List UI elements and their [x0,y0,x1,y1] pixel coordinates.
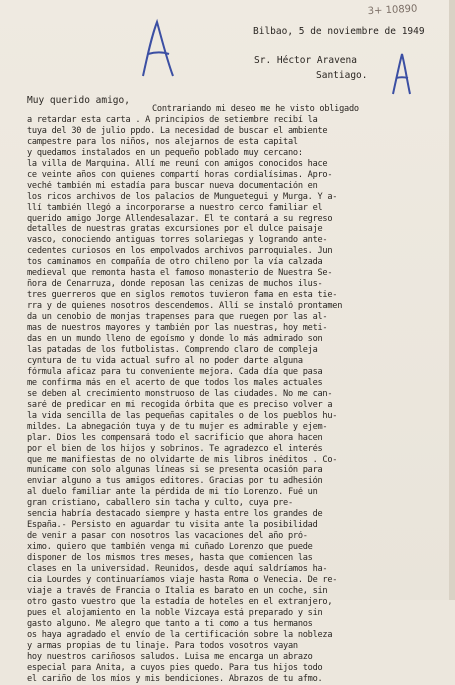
letter-line: la villa de Marquina. Allí me reuní con amigos conocidos hace [27,158,328,169]
letter-line: cedentes curiosos en los empolvados archivos parroquiales. Jun [27,246,333,257]
letter-line: das en un mundo lleno de egoísmo y donde lo más admirado son [27,334,323,345]
letter-line: vasco, conociendo antiguas torres solariegas y logrando ante- [27,235,328,246]
letter-line: disponer de los mismos tres meses, hasta que comiencen las [27,553,313,564]
letter-line: mas de nuestros mayores y también por las nuestras, hoy meti- [27,323,328,334]
salutation: Muy querido amigo, [27,95,130,106]
letter-line: cia Lourdes y continuaríamos viaje hasta Roma o Venecia. De re- [27,574,338,585]
letter-line: tos caminamos en compañía de otro chileno por la vía calzada [27,257,323,268]
letter-line: ximo. quiero que también venga mi cuñado Lorenzo que puede [27,542,313,553]
letter-line: otro gasto vuestro que la estadía de hoteles en el extranjero, [27,596,333,607]
letter-line: gran cristiano, caballero sin tacha y culto, cuya pre- [27,498,293,509]
letter-line: medieval que remonta hasta el famoso monasterio de Nuestra Se- [27,268,333,279]
letter-line: y armas propias de tu linaje. Para todos vosotros vayan [27,640,298,651]
recipient-block [254,53,367,83]
letter-line: de venir a pasar con nosotros las vacaciones del año pró- [27,531,308,542]
letter-line: Contrariando mi deseo me he visto obligado [152,104,359,114]
letter-line: detalles de nuestras gratas excursiones por el dulce paisaje [27,224,323,235]
letter-line: pues el alojamiento en la noble Vizcaya está preparado y sin [27,607,323,618]
letter-line: España.- Persisto en aguardar tu visita ante la posibilidad [27,520,318,531]
letter-line: ce veinte años con quienes compartí horas cordialísimas. Apro- [27,169,333,180]
letter-line: se deben al crecimiento monstruoso de las ciudades. No me can- [27,388,333,399]
letter-line: por el bien de los hijos y sobrinos. Te agradezco el interés [27,443,323,454]
page-edge [449,0,455,600]
letter-line: plar. Dios les compensará todo el sacrificio que ahora hacen [27,432,323,443]
letter-line: especial para Anita, a cuyos pies quedo. Para tus hijos todo [27,662,323,673]
recipient-name: Sr. Héctor Aravena [254,55,357,66]
letter-line: da un cenobio de monjas trapenses para que ruegen por las al- [27,312,328,323]
letter-line: mildes. La abnegación tuya y de tu mujer es admirable y ejem- [27,421,328,432]
letter-line: enviar alguno a tus amigos editores. Gracias por tu adhesión [27,476,323,487]
letter-body [27,104,447,685]
letter-line: munícame con solo algunas líneas si se presenta ocasión para [27,465,323,476]
recipient-city: Santiago. [316,70,368,81]
handwritten-a-mark [135,18,181,80]
letter-line: tuya del 30 de julio ppdo. La necesidad de buscar el ambiente [27,125,328,136]
letter-line: las patadas de los futbolistas. Comprendo claro de compleja [27,344,318,355]
letter-line: a retardar esta carta . A principios de setiembre recibí la [27,114,318,125]
letter-line: ñora de Cenarruza, donde reposan las cenizas de muchos ilus- [27,279,323,290]
letter-line: los ricos archivos de los palacios de Munguetegui y Murga. Y a- [27,191,338,202]
handwritten-a-mark-small [390,50,412,96]
letter-line: al duelo familiar ante la pérdida de mi tío Lorenzo. Fué un [27,487,318,498]
letter-line: viaje a través de Francia o Italia es barato en un coche, sin [27,585,328,596]
letter-line: que me manifiestas de no olvidarte de mis libros inéditos . Co- [27,454,338,465]
letter-line: querido amigo Jorge Allendesalazar. El te contará a su regreso [27,213,333,224]
letter-line: hoy nuestros cariñosos saludos. Luisa me encarga un abrazo [27,651,313,662]
letter-line: rra y de quienes nosotros descendemos. Allí se instaló prontamen [27,301,343,312]
date-line: Bilbao, 5 de noviembre de 1949 [253,26,425,37]
letter-line: llí también llegó a incorporarse a nuestro cerco familiar el [27,202,323,213]
letter-line: os haya agradado el envío de la certificación sobre la nobleza [27,629,333,640]
letter-line: tres guerreros que en siglos remotos tuvieron fama en esta tie- [27,290,338,301]
letter-line: clases en la universidad. Reunidos, desde aquí saldríamos ha- [27,564,328,575]
letter-line: cyntura de tu vida actual sufro al no poder darte alguna [27,355,303,366]
letter-line: me confirma más en el acerto de que todos los males actuales [27,377,323,388]
letter-line: veché también mi estadía para buscar nueva documentación en [27,180,318,191]
letter-line: sencia habría destacado siempre y hasta entre los grandes de [27,509,323,520]
letter-line: saré de predicar en mi recogida órbita que es preciso volver a [27,399,333,410]
letter-line: fórmula aficaz para tu conveniente mejora. Cada día que pasa [27,366,323,377]
letter-line: gasto alguno. Me alegro que tanto a ti como a tus hermanos [27,618,313,629]
letter-line: el cariño de los míos y mis bendiciones. Abrazos de tu afmo. [27,673,323,684]
letter-line: la vida sencilla de las pequeñas capitales o de los pueblos hu- [27,410,338,421]
letter-line: campestre para los niños, nos alejarnos de esta capital [27,136,298,147]
letter-line: y quedamos instalados en un pequeño poblado muy cercano: [27,147,303,158]
archive-number: 3+ 10890 [367,3,418,18]
